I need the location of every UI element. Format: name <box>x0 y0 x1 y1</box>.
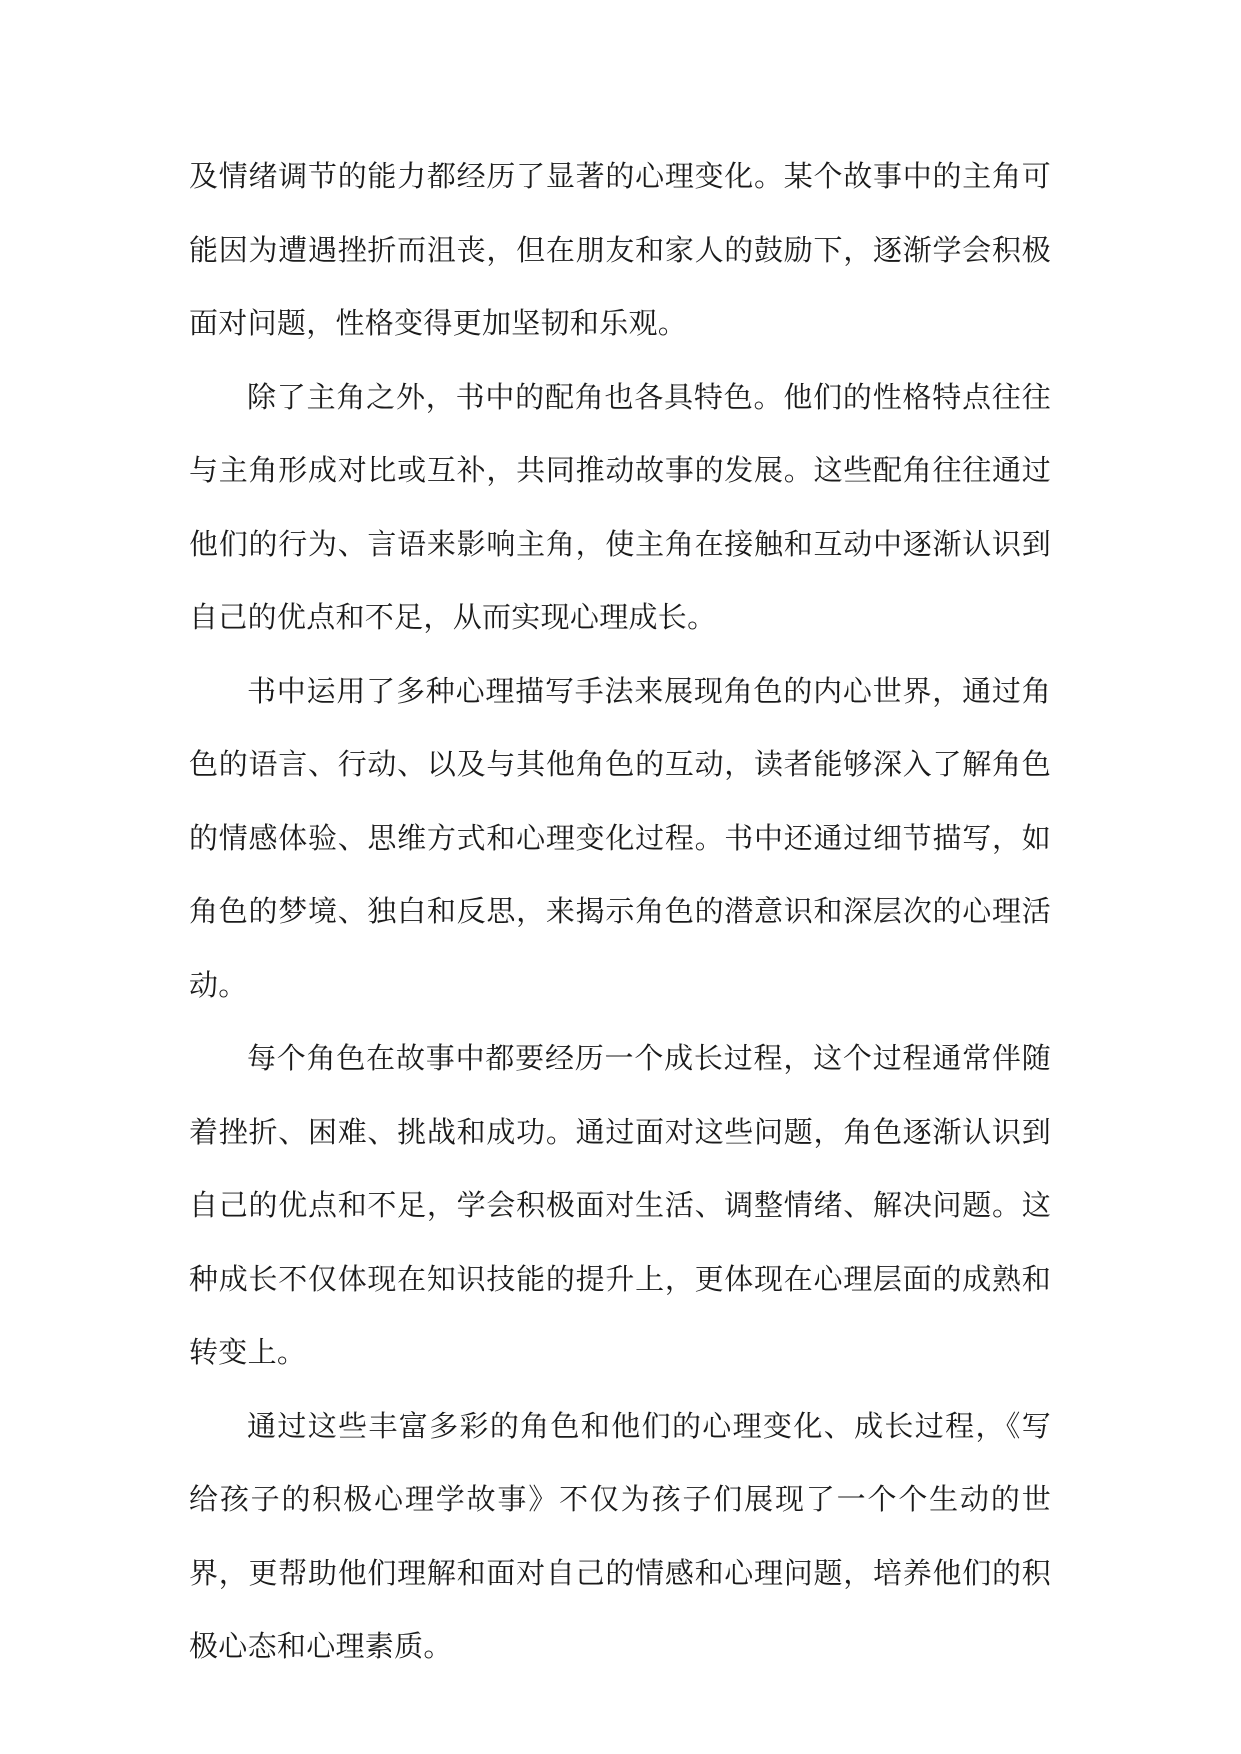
paragraph-supporting-characters: 除了主角之外，书中的配角也各具特色。他们的性格特点往往与主角形成对比或互补，共同推动故事的发展。这些配角往往通过他们的行为、言语来影响主角，使主角在接触和互动中逐渐认识到自己的优点和不足，从而实现心理成长。 <box>189 379 1051 634</box>
body-text <box>189 140 1051 1684</box>
paragraph-psychological-description: 书中运用了多种心理描写手法来展现角色的内心世界，通过角色的语言、行动、以及与其他角色的互动，读者能够深入了解角色的情感体验、思维方式和心理变化过程。书中还通过细节描写，如角色的梦境、独白和反思，来揭示角色的潜意识和深层次的心理活动。 <box>189 673 1051 1002</box>
paragraph-growth-process: 每个角色在故事中都要经历一个成长过程，这个过程通常伴随着挫折、困难、挑战和成功。通过面对这些问题，角色逐渐认识到自己的优点和不足，学会积极面对生活、调整情绪、解决问题。这种成长不仅体现在知识技能的提升上，更体现在心理层面的成熟和转变上。 <box>189 1041 1051 1369</box>
paragraph-conclusion: 通过这些丰富多彩的角色和他们的心理变化、成长过程，《写给孩子的积极心理学故事》不仅为孩子们展现了一个个生动的世界，更帮助他们理解和面对自己的情感和心理问题，培养他们的积极心态和心理素质。 <box>189 1408 1051 1663</box>
paragraph-continued: 及情绪调节的能力都经历了显著的心理变化。某个故事中的主角可能因为遭遇挫折而沮丧，但在朋友和家人的鼓励下，逐渐学会积极面对问题，性格变得更加坚韧和乐观。 <box>189 159 1051 340</box>
